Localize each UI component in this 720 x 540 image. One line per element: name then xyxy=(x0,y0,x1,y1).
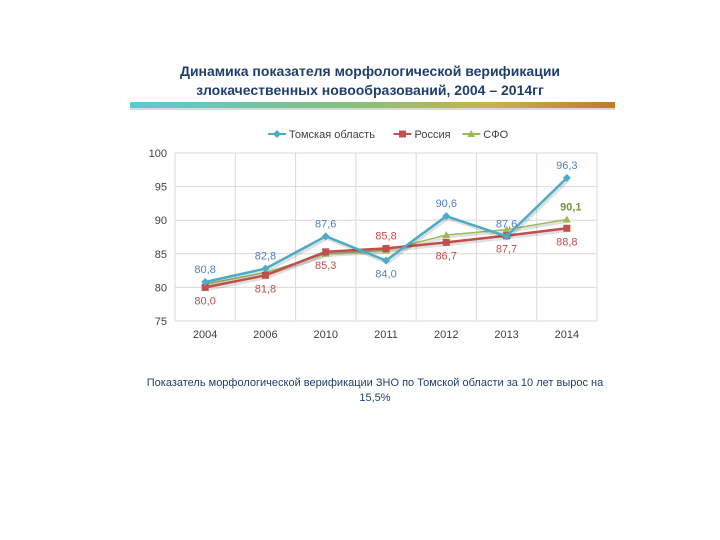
x-tick-label: 2006 xyxy=(253,329,278,341)
data-label: 90,6 xyxy=(435,198,457,211)
data-label: 82,8 xyxy=(254,250,277,263)
y-tick-label: 95 xyxy=(154,181,167,194)
x-tick-label: 2004 xyxy=(192,329,218,341)
y-tick-label: 80 xyxy=(154,282,167,295)
y-tick-label: 100 xyxy=(148,148,167,160)
y-tick-label: 90 xyxy=(154,215,167,228)
title-line-2: злокачественных новообразований, 2004 – 2014гг xyxy=(196,82,544,98)
x-tick-label: 2010 xyxy=(313,329,338,341)
series-marker xyxy=(383,245,390,252)
data-label: 85,3 xyxy=(315,259,337,272)
series-marker xyxy=(563,225,570,232)
data-label: 87,6 xyxy=(315,218,337,231)
data-label: 96,3 xyxy=(556,159,578,172)
data-label: 80,8 xyxy=(194,264,216,277)
series-marker xyxy=(563,216,571,223)
data-label: 87,7 xyxy=(495,243,518,256)
chart-caption: Показатель морфологической верификации ЗНО по Томской области за 10 лет вырос на 15,5% xyxy=(146,377,604,404)
x-tick-label: 2011 xyxy=(374,329,398,341)
legend-label: Россия xyxy=(414,129,451,141)
x-tick-label: 2012 xyxy=(434,329,459,341)
data-label: 84,0 xyxy=(375,268,397,281)
data-label: 81,8 xyxy=(254,283,277,296)
data-label: 88,8 xyxy=(556,236,578,249)
data-label: 86,7 xyxy=(435,250,457,263)
series-marker xyxy=(443,239,450,246)
data-label: 85,8 xyxy=(375,230,397,243)
title-line-1: Динамика показателя морфологической верификации xyxy=(179,63,561,79)
y-tick-label: 75 xyxy=(154,316,167,328)
x-tick-label: 2013 xyxy=(494,329,519,341)
y-tick-label: 85 xyxy=(154,248,167,261)
legend-label: Томская область xyxy=(289,129,375,141)
legend-marker xyxy=(399,131,406,138)
data-label: 90,1 xyxy=(560,201,582,214)
data-label: 80,0 xyxy=(194,295,216,308)
series-marker xyxy=(322,248,329,255)
x-tick-label: 2014 xyxy=(554,329,580,341)
legend-label: СФО xyxy=(483,129,509,141)
data-label: 87,6 xyxy=(495,218,518,231)
legend-marker xyxy=(273,130,281,138)
